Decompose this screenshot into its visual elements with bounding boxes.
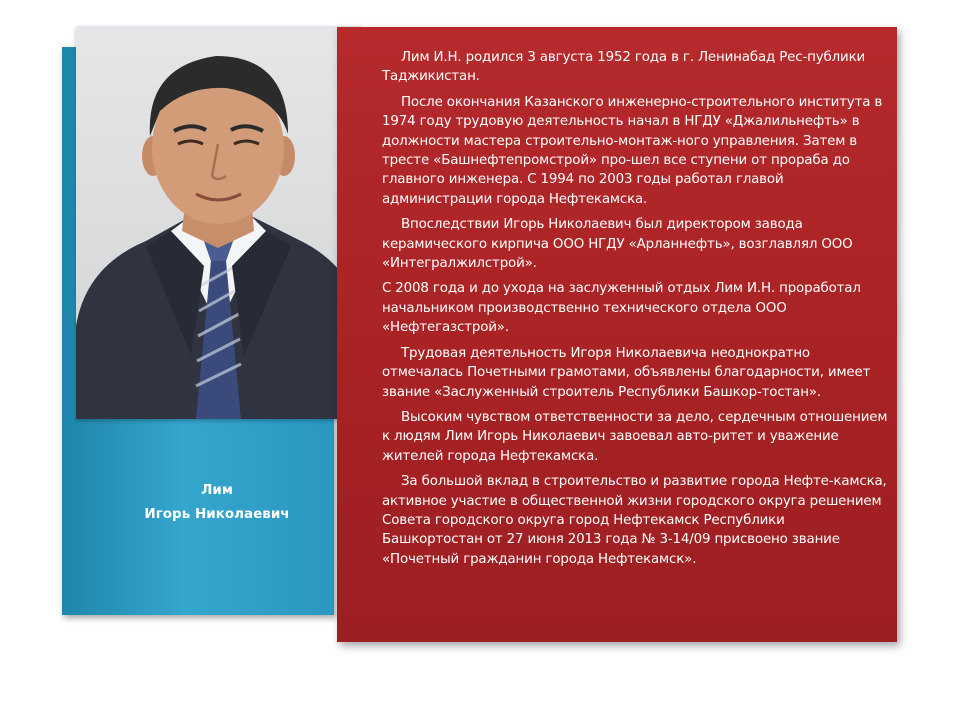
bio-paragraph-birth: Лим И.Н. родился 3 августа 1952 года в г. Ленинабад Рес-публики Таджикистан. [382,50,866,85]
bio-paragraph-director: Впоследствии Игорь Николаевич был директором завода керамического кирпича ООО НГДУ «Арланнефть», возглавлял ООО «Интегралжилстрой». [382,217,853,272]
person-given-names: Игорь Николаевич [144,506,290,522]
bio-paragraph-honorary-citizen: За большой вклад в строительство и развитие города Нефте-камска, активное участие в общественной жизни городского округа решением Совета городского округа город Нефтекамск Республики Башкортостан от 27 июня 2013 года № 3-14/09 присвоено звание «Почетный гражданин города Нефтекамск». [382,474,887,567]
bio-paragraph-career-start: После окончания Казанского инженерно-строительного института в 1974 году трудовую деятельность начал в НГДУ «Джалильнефть» в должности мастера строительно-монтаж-ного управления. Затем в тресте «Башнефтепромстрой» про-шел все ступени от прораба до главного инженера. С 1994 по 2003 годы работал главой администрации города Нефтекамска. [382,94,883,207]
bio-paragraph-awards: Трудовая деятельность Игоря Николаевича неоднократно отмечалась Почетными грамотами, объявлены благодарности, имеет звание «Заслуженный строитель Республики Башкор-тостан». [382,345,871,400]
biography-text [382,48,888,575]
bio-paragraph-2008: С 2008 года и до ухода на заслуженный отдых Лим И.Н. проработал начальником производственно технического отдела ООО «Нефтегазстрой». [382,281,861,336]
person-surname: Лим [201,482,233,498]
portrait-photo [76,26,361,419]
portrait-illustration [76,26,361,419]
person-name-caption [62,478,372,526]
bio-paragraph-respect: Высоким чувством ответственности за дело, сердечным отношением к людям Лим Игорь Николаевич завоевал авто-ритет и уважение жителей города Нефтекамска. [382,409,888,464]
